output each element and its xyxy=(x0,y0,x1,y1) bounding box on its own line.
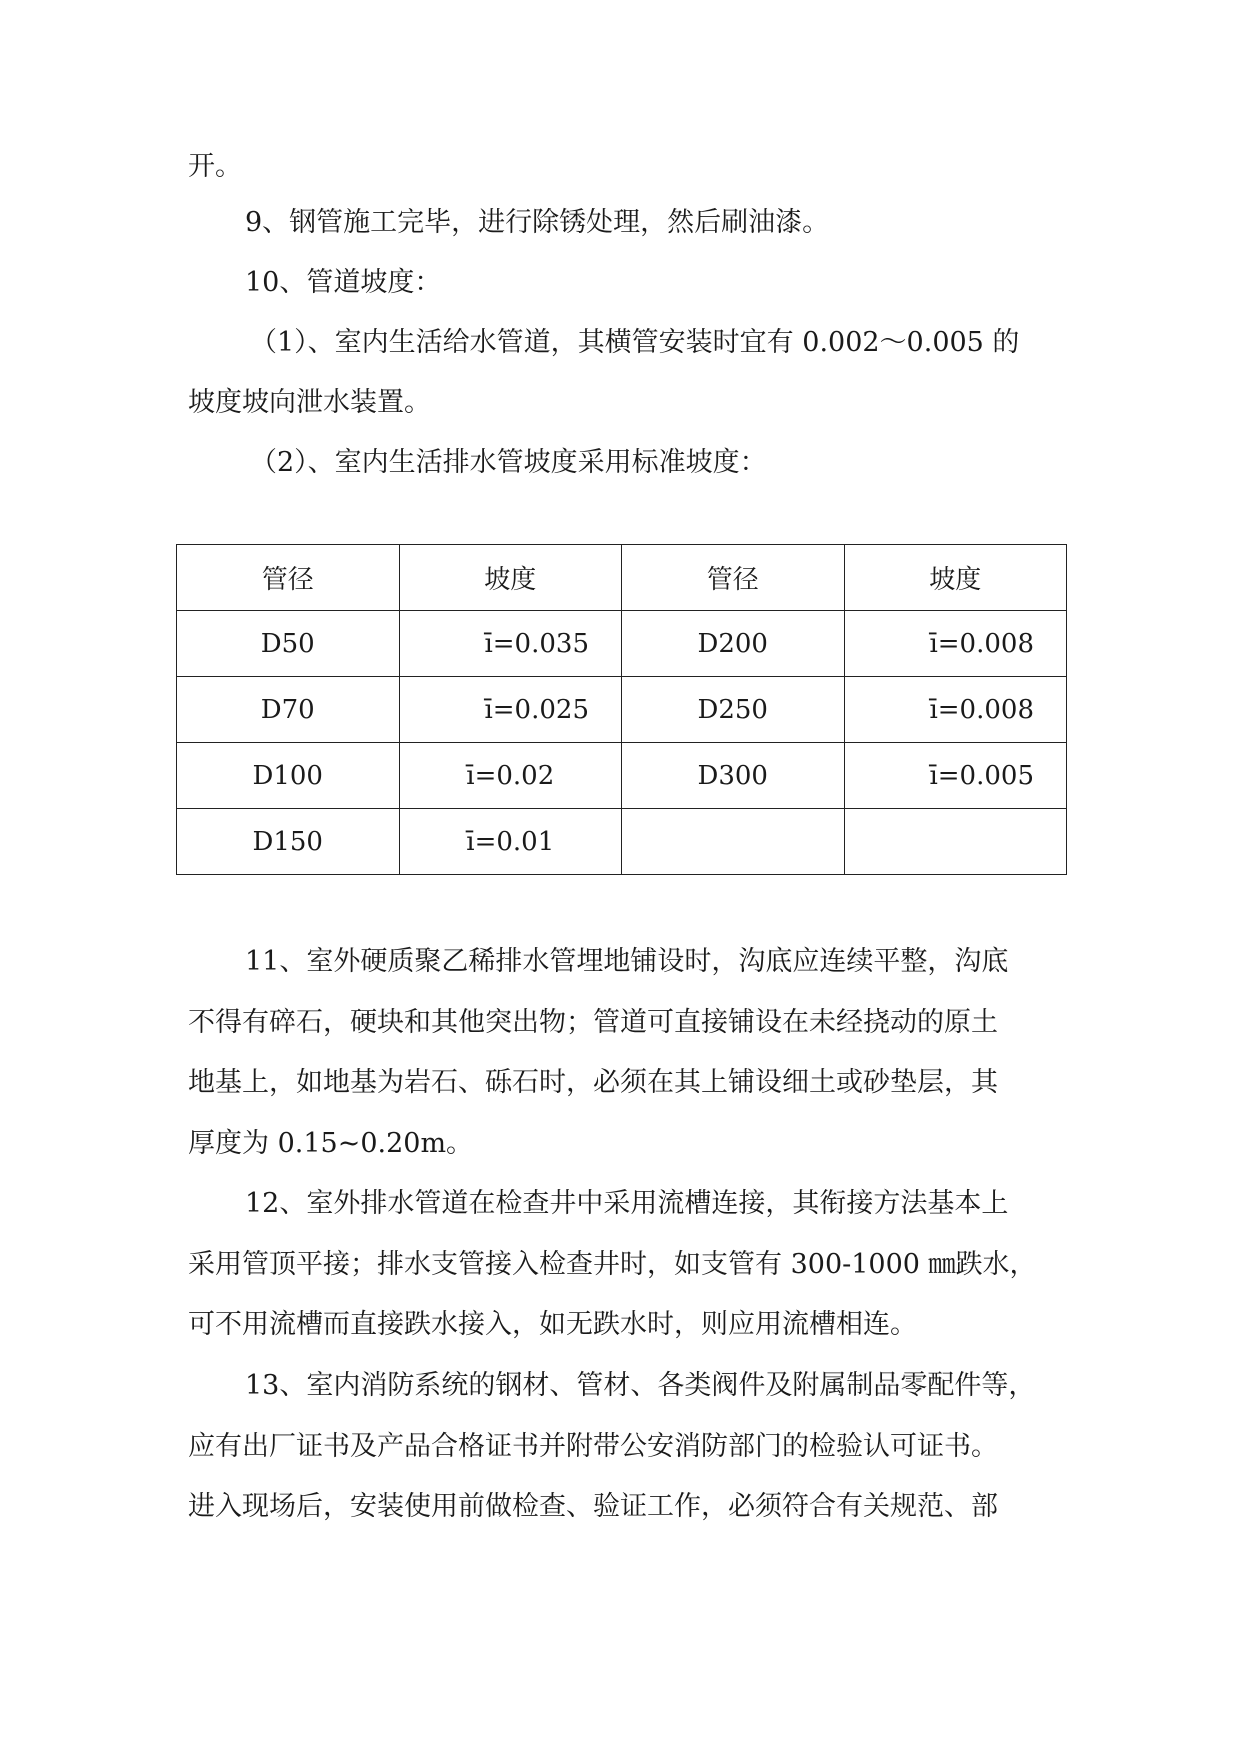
paragraph-item-12-line2: 采用管顶平接；排水支管接入检查井时，如支管有 300-1000 ㎜跌水， xyxy=(188,1249,1037,1280)
paragraph-item-10: 10、管道坡度： xyxy=(245,267,442,298)
table-header-row xyxy=(177,545,1067,611)
paragraph-item-13-line1: 13、室内消防系统的钢材、管材、各类阀件及附属制品零配件等， xyxy=(245,1370,1036,1401)
table-cell: ī=0.025 xyxy=(399,677,622,743)
paragraph-item-9: 9、钢管施工完毕，进行除锈处理，然后刷油漆。 xyxy=(245,207,830,238)
paragraph-item-10-2: （2）、室内生活排水管坡度采用标准坡度： xyxy=(250,447,767,478)
table-cell: D70 xyxy=(177,677,400,743)
paragraph-item-11-line4: 厚度为 0.15~0.20m。 xyxy=(188,1128,474,1159)
table-header-cell: 坡度 xyxy=(399,545,622,611)
paragraph-item-12-line1: 12、室外排水管道在检查井中采用流槽连接，其衔接方法基本上 xyxy=(245,1188,1009,1219)
table-row xyxy=(177,611,1067,677)
paragraph-item-10-1-line2: 坡度坡向泄水装置。 xyxy=(188,387,431,418)
table-header-cell: 管径 xyxy=(622,545,845,611)
table-header-cell: 坡度 xyxy=(844,545,1067,611)
table-cell: ī=0.01 xyxy=(399,809,622,875)
table-cell: ī=0.02 xyxy=(399,743,622,809)
paragraph-item-13-line3: 进入现场后，安装使用前做检查、验证工作，必须符合有关规范、部 xyxy=(188,1491,998,1522)
table-cell: ī=0.035 xyxy=(399,611,622,677)
table-cell: ī=0.008 xyxy=(844,677,1067,743)
table-cell: D200 xyxy=(622,611,845,677)
paragraph-item-11-line2: 不得有碎石，硬块和其他突出物；管道可直接铺设在未经挠动的原土 xyxy=(188,1007,998,1038)
table-row xyxy=(177,677,1067,743)
paragraph-continuation: 开。 xyxy=(188,151,242,182)
table-row xyxy=(177,809,1067,875)
table-cell: D250 xyxy=(622,677,845,743)
paragraph-item-11-line3: 地基上，如地基为岩石、砾石时，必须在其上铺设细土或砂垫层，其 xyxy=(188,1067,998,1098)
paragraph-item-12-line3: 可不用流槽而直接跌水接入，如无跌水时，则应用流槽相连。 xyxy=(188,1309,917,1340)
table-cell: ī=0.005 xyxy=(844,743,1067,809)
table-header-cell: 管径 xyxy=(177,545,400,611)
table-cell: ī=0.008 xyxy=(844,611,1067,677)
table-cell: D150 xyxy=(177,809,400,875)
table-cell xyxy=(844,809,1067,875)
table-cell xyxy=(622,809,845,875)
table-cell: D100 xyxy=(177,743,400,809)
table-cell: D300 xyxy=(622,743,845,809)
table-cell: D50 xyxy=(177,611,400,677)
table-row xyxy=(177,743,1067,809)
paragraph-item-13-line2: 应有出厂证书及产品合格证书并附带公安消防部门的检验认可证书。 xyxy=(188,1431,998,1462)
slope-table xyxy=(176,544,1067,875)
paragraph-item-11-line1: 11、室外硬质聚乙稀排水管埋地铺设时，沟底应连续平整，沟底 xyxy=(245,946,1009,977)
paragraph-item-10-1-line1: （1）、室内生活给水管道，其横管安装时宜有 0.002～0.005 的 xyxy=(250,327,1020,358)
